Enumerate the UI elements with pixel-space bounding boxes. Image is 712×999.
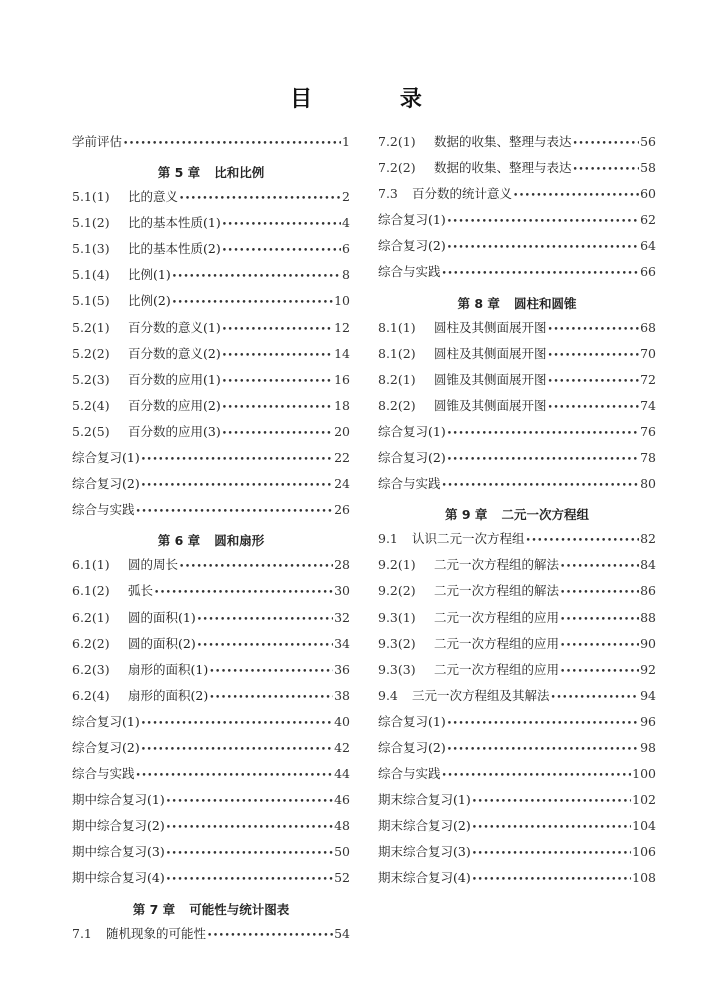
entry-title: 二元一次方程组的应用 — [434, 635, 560, 651]
chapter-title: 可能性与统计图表 — [189, 901, 290, 917]
section-number: 6.1(1) — [72, 557, 110, 573]
entry-title: 二元一次方程组的应用 — [434, 609, 560, 625]
toc-entry[interactable] — [378, 318, 656, 344]
entry-title: 数据的收集、整理与表达 — [434, 160, 572, 176]
page-number: 72 — [640, 371, 656, 387]
toc-entry[interactable] — [378, 448, 656, 474]
dot-leader — [172, 272, 341, 282]
toc-entry[interactable] — [378, 262, 656, 288]
toc-entry[interactable] — [378, 422, 656, 448]
entry-title: 百分数的应用(3) — [128, 423, 221, 439]
page-number: 66 — [640, 264, 656, 280]
dot-leader — [560, 588, 639, 598]
dot-leader — [548, 325, 640, 335]
page-number: 108 — [632, 870, 656, 886]
toc-entry[interactable] — [378, 474, 656, 500]
section-number: 5.2(2) — [72, 345, 110, 361]
toc-entry[interactable] — [378, 634, 656, 660]
toc-entry[interactable] — [72, 555, 350, 581]
entry-title: 综合复习(1) — [72, 713, 140, 729]
dot-leader — [222, 220, 341, 230]
entry-title: 综合与实践 — [72, 502, 135, 518]
dot-leader — [513, 191, 639, 201]
section-number: 5.1(4) — [72, 267, 110, 283]
dot-leader — [222, 377, 333, 387]
toc-entry[interactable] — [378, 184, 656, 210]
page-number: 56 — [640, 134, 656, 149]
page-number: 54 — [334, 925, 350, 941]
section-number: 5.2(5) — [72, 423, 110, 439]
entry-title: 综合与实践 — [378, 264, 441, 280]
page-number: 50 — [334, 844, 350, 860]
page-number: 94 — [640, 687, 656, 703]
toc-entry[interactable] — [378, 790, 656, 816]
page-number: 32 — [334, 609, 350, 625]
page-number: 74 — [640, 397, 656, 413]
entry-title: 随机现象的可能性 — [106, 925, 207, 941]
toc-entry[interactable] — [72, 608, 350, 634]
page-number: 8 — [342, 267, 350, 283]
entry-title: 比的基本性质(1) — [128, 215, 221, 231]
chapter-number: 第 9 章 — [445, 507, 488, 523]
page-number: 96 — [640, 713, 656, 729]
section-number: 9.3(2) — [378, 635, 416, 651]
chapter-heading — [72, 526, 350, 555]
page-number: 100 — [632, 766, 656, 782]
entry-title: 百分数的意义(1) — [128, 319, 221, 335]
dot-leader — [548, 351, 640, 361]
page-number: 102 — [632, 792, 656, 808]
dot-leader — [141, 455, 333, 465]
toc-entry[interactable] — [72, 712, 350, 738]
toc-entry[interactable] — [378, 842, 656, 868]
entry-title: 三元一次方程组及其解法 — [412, 687, 550, 703]
dot-leader — [560, 667, 639, 677]
toc-entry[interactable] — [378, 738, 656, 764]
entry-title: 期末综合复习(2) — [378, 818, 471, 834]
entry-title: 百分数的应用(2) — [128, 397, 221, 413]
page-number: 92 — [640, 661, 656, 677]
page-number: 106 — [632, 844, 656, 860]
dot-leader — [154, 588, 333, 598]
dot-leader — [166, 875, 333, 885]
toc-entry[interactable] — [72, 213, 350, 239]
toc-entry[interactable] — [72, 132, 350, 158]
entry-title: 期中综合复习(3) — [72, 844, 165, 860]
chapter-number: 第 6 章 — [157, 533, 201, 549]
dot-leader — [136, 507, 334, 517]
toc-column-right — [378, 132, 656, 895]
entry-title: 综合与实践 — [378, 476, 441, 492]
page-number: 62 — [640, 212, 656, 228]
entry-title: 比的意义 — [128, 189, 179, 205]
dot-leader — [166, 849, 333, 859]
toc-entry[interactable] — [72, 422, 350, 448]
page-number: 98 — [640, 739, 656, 755]
section-number: 5.1(5) — [72, 293, 110, 309]
entry-title: 圆锥及其侧面展开图 — [434, 371, 547, 387]
toc-entry[interactable] — [378, 132, 656, 158]
toc-entry[interactable] — [72, 239, 350, 265]
toc-entry[interactable] — [72, 500, 350, 526]
dot-leader — [573, 139, 640, 149]
dot-leader — [222, 351, 333, 361]
section-number: 9.2(1) — [378, 557, 416, 573]
entry-title: 综合复习(1) — [378, 423, 446, 439]
entry-title: 综合复习(2) — [72, 739, 140, 755]
toc-entry[interactable] — [378, 581, 656, 607]
entry-title: 综合与实践 — [378, 766, 441, 782]
toc-entry[interactable] — [378, 868, 656, 894]
chapter-number: 第 5 章 — [157, 165, 201, 181]
entry-title: 圆柱及其侧面展开图 — [434, 345, 547, 361]
page-number: 10 — [334, 293, 350, 309]
entry-title: 综合与实践 — [72, 766, 135, 782]
page-number: 26 — [334, 502, 350, 518]
dot-leader — [207, 931, 333, 941]
section-number: 5.1(2) — [72, 215, 110, 231]
page-number: 70 — [640, 345, 656, 361]
toc-entry[interactable] — [72, 764, 350, 790]
dot-leader — [560, 562, 639, 572]
page-number: 48 — [334, 818, 350, 834]
entry-title: 扇形的面积(2) — [128, 687, 209, 703]
entry-title: 综合复习(2) — [378, 450, 446, 466]
entry-title: 期中综合复习(1) — [72, 792, 165, 808]
page-number: 86 — [640, 583, 656, 599]
entry-title: 圆的面积(2) — [128, 635, 196, 651]
entry-title: 比例(2) — [128, 293, 171, 309]
toc-entry[interactable] — [72, 318, 350, 344]
chapter-title: 比和比例 — [214, 165, 265, 181]
page-number: 34 — [334, 635, 350, 651]
entry-title: 学前评估 — [72, 134, 123, 149]
toc-entry[interactable] — [378, 660, 656, 686]
page-number: 28 — [334, 557, 350, 573]
toc-entry[interactable] — [72, 842, 350, 868]
page-number: 18 — [334, 397, 350, 413]
page-number: 22 — [334, 450, 350, 466]
page-number: 44 — [334, 766, 350, 782]
chapter-heading — [378, 500, 656, 529]
section-number: 8.1(2) — [378, 345, 416, 361]
entry-title: 百分数的应用(1) — [128, 371, 221, 387]
entry-title: 圆锥及其侧面展开图 — [434, 397, 547, 413]
toc-entry[interactable] — [378, 686, 656, 712]
toc-entry[interactable] — [378, 555, 656, 581]
section-number: 6.2(1) — [72, 609, 110, 625]
entry-title: 二元一次方程组的解法 — [434, 583, 560, 599]
entry-title: 二元一次方程组的解法 — [434, 557, 560, 573]
dot-leader — [526, 536, 640, 546]
toc-entry[interactable] — [72, 790, 350, 816]
toc-entry[interactable] — [378, 344, 656, 370]
dot-leader — [209, 667, 333, 677]
toc-entry[interactable] — [72, 634, 350, 660]
page-number: 42 — [334, 739, 350, 755]
entry-title: 百分数的统计意义 — [412, 186, 513, 202]
dot-leader — [447, 243, 639, 253]
page-number: 36 — [334, 661, 350, 677]
dot-leader — [447, 719, 639, 729]
entry-title: 期中综合复习(4) — [72, 870, 165, 886]
toc-entry[interactable] — [378, 764, 656, 790]
dot-leader — [222, 429, 333, 439]
dot-leader — [560, 641, 639, 651]
entry-title: 综合复习(2) — [378, 238, 446, 254]
toc-entry[interactable] — [72, 291, 350, 317]
section-number: 9.4 — [378, 687, 398, 703]
dot-leader — [472, 823, 631, 833]
dot-leader — [447, 745, 639, 755]
chapter-title: 圆和扇形 — [214, 533, 265, 549]
toc-entry[interactable] — [72, 738, 350, 764]
entry-title: 期中综合复习(2) — [72, 818, 165, 834]
toc-entry[interactable] — [378, 210, 656, 236]
section-number: 8.2(2) — [378, 397, 416, 413]
chapter-number: 第 8 章 — [457, 295, 500, 311]
page-number: 88 — [640, 609, 656, 625]
entry-title: 圆的周长 — [128, 557, 179, 573]
chapter-number: 第 7 章 — [132, 901, 176, 917]
dot-leader — [548, 403, 640, 413]
page-number: 14 — [334, 345, 350, 361]
entry-title: 综合复习(2) — [72, 476, 140, 492]
dot-leader — [551, 693, 640, 703]
page-number: 90 — [640, 635, 656, 651]
dot-leader — [141, 745, 333, 755]
toc-entry[interactable] — [378, 158, 656, 184]
dot-leader — [447, 217, 639, 227]
page-number: 76 — [640, 423, 656, 439]
entry-title: 综合复习(1) — [378, 212, 446, 228]
toc-entry[interactable] — [378, 370, 656, 396]
toc-entry[interactable] — [378, 529, 656, 555]
toc-entry[interactable] — [72, 265, 350, 291]
section-number: 7.3 — [378, 186, 398, 202]
dot-leader — [123, 139, 341, 149]
entry-title: 圆的面积(1) — [128, 609, 196, 625]
dot-leader — [548, 377, 640, 387]
page-number: 20 — [334, 423, 350, 439]
page-number: 78 — [640, 450, 656, 466]
page-number: 6 — [342, 241, 350, 257]
section-number: 5.1(3) — [72, 241, 110, 257]
toc-entry[interactable] — [72, 474, 350, 500]
toc-entry[interactable] — [378, 816, 656, 842]
toc-entry[interactable] — [378, 396, 656, 422]
entry-title: 百分数的意义(2) — [128, 345, 221, 361]
dot-leader — [447, 429, 639, 439]
section-number: 9.3(3) — [378, 661, 416, 677]
toc-entry[interactable] — [72, 396, 350, 422]
dot-leader — [442, 771, 632, 781]
section-number: 5.1(1) — [72, 189, 110, 205]
page-number: 58 — [640, 160, 656, 176]
dot-leader — [141, 481, 333, 491]
toc-entry[interactable] — [378, 712, 656, 738]
page-number: 52 — [334, 870, 350, 886]
chapter-heading — [72, 895, 350, 924]
section-number: 5.2(4) — [72, 397, 110, 413]
section-number: 8.1(1) — [378, 319, 416, 335]
toc-entry[interactable] — [72, 187, 350, 213]
section-number: 7.2(1) — [378, 134, 416, 149]
entry-title: 期末综合复习(1) — [378, 792, 471, 808]
entry-title: 二元一次方程组的应用 — [434, 661, 560, 677]
toc-entry[interactable] — [378, 236, 656, 262]
dot-leader — [141, 719, 333, 729]
dot-leader — [197, 615, 333, 625]
chapter-title: 圆柱和圆锥 — [513, 295, 577, 311]
dot-leader — [197, 641, 333, 651]
dot-leader — [179, 194, 341, 204]
section-number: 5.2(3) — [72, 371, 110, 387]
page-number: 82 — [640, 531, 656, 547]
dot-leader — [222, 246, 341, 256]
dot-leader — [179, 562, 333, 572]
page-number: 38 — [334, 687, 350, 703]
toc-entry[interactable] — [72, 448, 350, 474]
section-number: 7.1 — [72, 925, 92, 941]
entry-title: 期末综合复习(4) — [378, 870, 471, 886]
dot-leader — [166, 797, 333, 807]
page-number: 12 — [334, 319, 350, 335]
toc-entry[interactable] — [72, 924, 350, 950]
dot-leader — [209, 693, 333, 703]
page-number: 64 — [640, 238, 656, 254]
section-number: 7.2(2) — [378, 160, 416, 176]
section-number: 6.2(2) — [72, 635, 110, 651]
section-number: 9.1 — [378, 531, 398, 547]
page-number: 40 — [334, 713, 350, 729]
dot-leader — [472, 849, 631, 859]
section-number: 6.2(3) — [72, 661, 110, 677]
dot-leader — [447, 455, 639, 465]
entry-title: 比的基本性质(2) — [128, 241, 221, 257]
dot-leader — [222, 403, 333, 413]
section-number: 6.1(2) — [72, 583, 110, 599]
section-number: 6.2(4) — [72, 687, 110, 703]
chapter-heading — [72, 158, 350, 187]
page-number: 1 — [342, 134, 350, 149]
page-number: 24 — [334, 476, 350, 492]
page-number: 104 — [632, 818, 656, 834]
page-number: 4 — [342, 215, 350, 231]
toc-entry[interactable] — [72, 370, 350, 396]
dot-leader — [442, 481, 640, 491]
dot-leader — [136, 771, 334, 781]
section-number: 9.2(2) — [378, 583, 416, 599]
toc-entry[interactable] — [72, 660, 350, 686]
entry-title: 综合复习(1) — [378, 713, 446, 729]
toc-entry[interactable] — [72, 344, 350, 370]
dot-leader — [472, 875, 631, 885]
chapter-title: 二元一次方程组 — [501, 507, 589, 523]
dot-leader — [442, 269, 640, 279]
toc-entry[interactable] — [72, 868, 350, 894]
chapter-heading — [378, 289, 656, 318]
page-number: 80 — [640, 476, 656, 492]
page-number: 84 — [640, 557, 656, 573]
entry-title: 扇形的面积(1) — [128, 661, 209, 677]
toc-entry[interactable] — [72, 581, 350, 607]
toc-column-left — [72, 132, 350, 950]
page-number: 30 — [334, 583, 350, 599]
page-title: 目 录 — [290, 87, 462, 112]
entry-title: 数据的收集、整理与表达 — [434, 134, 572, 149]
entry-title: 弧长 — [128, 583, 154, 599]
entry-title: 期末综合复习(3) — [378, 844, 471, 860]
dot-leader — [166, 823, 333, 833]
entry-title: 综合复习(2) — [378, 739, 446, 755]
dot-leader — [573, 165, 640, 175]
dot-leader — [222, 325, 333, 335]
entry-title: 认识二元一次方程组 — [412, 531, 525, 547]
section-number: 5.2(1) — [72, 319, 110, 335]
entry-title: 圆柱及其侧面展开图 — [434, 319, 547, 335]
section-number: 8.2(1) — [378, 371, 416, 387]
toc-entry[interactable] — [72, 816, 350, 842]
dot-leader — [560, 615, 639, 625]
entry-title: 比例(1) — [128, 267, 171, 283]
section-number: 9.3(1) — [378, 609, 416, 625]
dot-leader — [472, 797, 631, 807]
page-number: 2 — [342, 189, 350, 205]
page-number: 46 — [334, 792, 350, 808]
page-number: 68 — [640, 319, 656, 335]
toc-entry[interactable] — [378, 608, 656, 634]
toc-entry[interactable] — [72, 686, 350, 712]
entry-title: 综合复习(1) — [72, 450, 140, 466]
dot-leader — [172, 298, 333, 308]
page-number: 60 — [640, 186, 656, 202]
page-number: 16 — [334, 371, 350, 387]
